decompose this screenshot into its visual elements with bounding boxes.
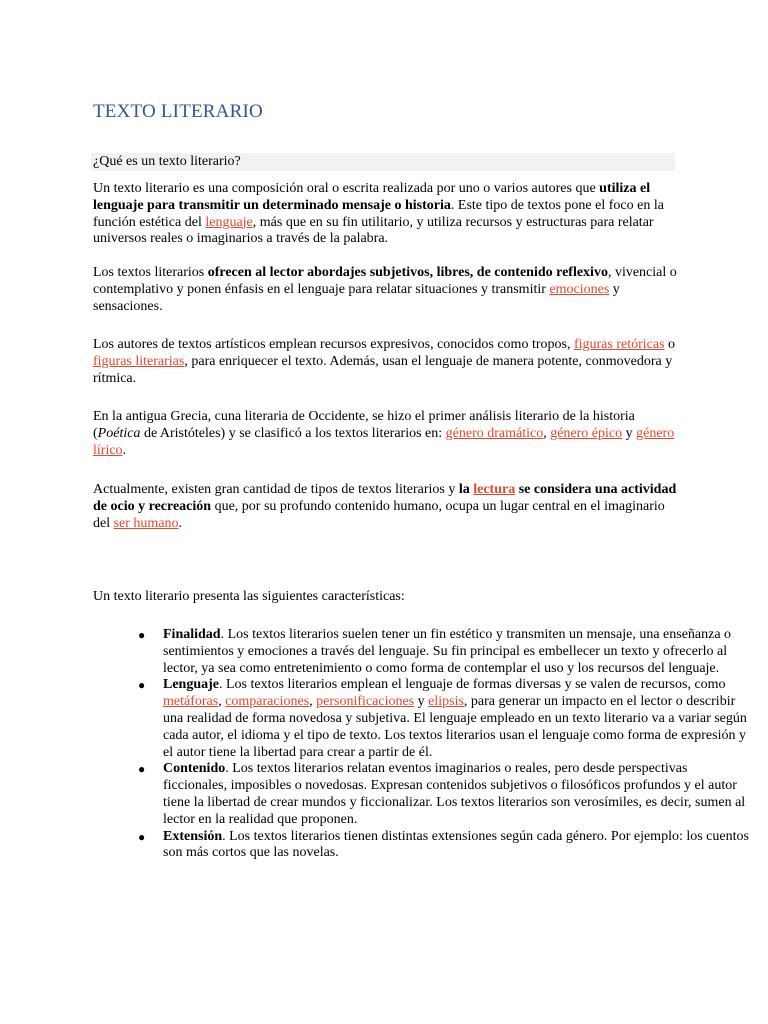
- paragraph-currently: Actualmente, existen gran cantidad de tipos de textos literarios y la lectura se considera una actividad de ocio y recreación que, por su profundo contenido humano, ocupa un lugar central en el imaginario del ser humano.: [93, 482, 677, 531]
- link-emociones[interactable]: emociones: [549, 281, 610, 297]
- list-item-term: Extensión: [163, 828, 223, 844]
- italic-title: Poética: [97, 425, 141, 441]
- section-heading: ¿Qué es un texto literario?: [91, 153, 675, 171]
- link-lenguaje[interactable]: lenguaje: [205, 214, 253, 230]
- link-comparaciones[interactable]: comparaciones: [225, 694, 310, 710]
- paragraph-resources: Los autores de textos artísticos emplean recursos expresivos, conocidos como tropos, figuras retóricas o figuras literarias, para enriquecer el texto. Además, usan el lenguaje de manera potente, conmovedora y rítmica.: [93, 337, 676, 386]
- paragraph-subjective: Los textos literarios ofrecen al lector abordajes subjetivos, libres, de contenido reflexivo, vivencial o contemplativo y ponen énfasis en el lenguaje para relatar situaciones y transmitir emociones y sensaciones.: [93, 265, 677, 314]
- link-figuras-retoricas[interactable]: figuras retóricas: [573, 337, 665, 352]
- bullet-icon: ●: [138, 762, 146, 777]
- link-genero-epico[interactable]: género épico: [550, 425, 623, 441]
- link-personificaciones[interactable]: personificaciones: [316, 694, 415, 710]
- bullet-icon: ●: [138, 829, 146, 844]
- link-elipsis[interactable]: elipsis: [428, 694, 464, 710]
- link-genero-dramatico[interactable]: género dramático: [445, 425, 544, 441]
- emphasis: la: [458, 482, 474, 497]
- paragraph-definition: Un texto literario es una composición oral o escrita realizada por uno o varios autores que utiliza el lenguaje para transmitir un determinado mensaje o historia. Este tipo de textos pone el foco en la función estética del lenguaje, más que en su fin utilitario, y utiliza recursos y estructuras para relatar universos reales o imaginarios a través de la palabra.: [93, 181, 664, 247]
- features-list: [93, 627, 753, 862]
- list-item-contenido: ● Contenido. Los textos literarios relatan eventos imaginarios o reales, pero desde perspectivas ficcionales, imposibles o novedosas. Expresan contenidos subjetivos o filosóficos profundos y el autor tiene la libertad de crear mundos y ficcionalizar. Los textos literarios son verosímiles, es decir, sumen al lector en la realidad que proponen.: [138, 761, 746, 827]
- bullet-icon: ●: [138, 678, 146, 693]
- paragraph-features-intro: Un texto literario presenta las siguientes características:: [93, 589, 405, 604]
- list-item-lenguaje: ● Lenguaje. Los textos literarios emplean el lenguaje de formas diversas y se valen de recursos, como metáforas, comparaciones, personificaciones y elipsis, para generar un impacto en el lector o describir una realidad de forma novedosa y subjetiva. El lenguaje empleado en un texto literario va a variar según cada autor, el idioma y el tipo de texto. Los textos literarios usan el lenguaje como forma de expresión y el autor tiene la libertad para crear a partir de él.: [138, 677, 747, 760]
- link-metaforas[interactable]: metáforas: [163, 694, 219, 710]
- bullet-icon: ●: [138, 628, 146, 642]
- document-title: TEXTO LITERARIO: [93, 101, 263, 122]
- link-ser-humano[interactable]: ser humano: [113, 515, 179, 531]
- emphasis: se considera una actividad de ocio y recreación: [93, 482, 677, 514]
- emphasis: ofrecen al lector abordajes subjetivos, libres, de contenido reflexivo: [207, 265, 608, 280]
- link-figuras-literarias[interactable]: figuras literarias: [93, 353, 185, 369]
- list-item-term: Finalidad: [163, 627, 221, 642]
- list-item-term: Contenido: [163, 761, 226, 777]
- list-item-extension: ● Extensión. Los textos literarios tienen distintas extensiones según cada género. Por ejemplo: los cuentos son más cortos que las novelas.: [138, 828, 749, 861]
- emphasis: utiliza el lenguaje para transmitir un determinado mensaje o historia: [93, 181, 651, 213]
- paragraph-greece: En la antigua Grecia, cuna literaria de Occidente, se hizo el primer análisis literario de la historia (Poética de Aristóteles) y se clasificó a los textos literarios en: género dramático, género épico y género lírico.: [93, 409, 675, 458]
- link-lectura[interactable]: lectura: [473, 482, 516, 497]
- link-genero-lirico[interactable]: género lírico: [93, 425, 675, 458]
- list-item-term: Lenguaje: [163, 677, 219, 693]
- list-item-finalidad: ● Finalidad. Los textos literarios suelen tener un fin estético y transmiten un mensaje, una enseñanza o sentimientos y emociones a través del lenguaje. Su fin principal es embellecer un texto y ofrecerlo al lector, ya sea como entretenimiento o como forma de contemplar el uso y los recursos del lenguaje.: [138, 627, 732, 676]
